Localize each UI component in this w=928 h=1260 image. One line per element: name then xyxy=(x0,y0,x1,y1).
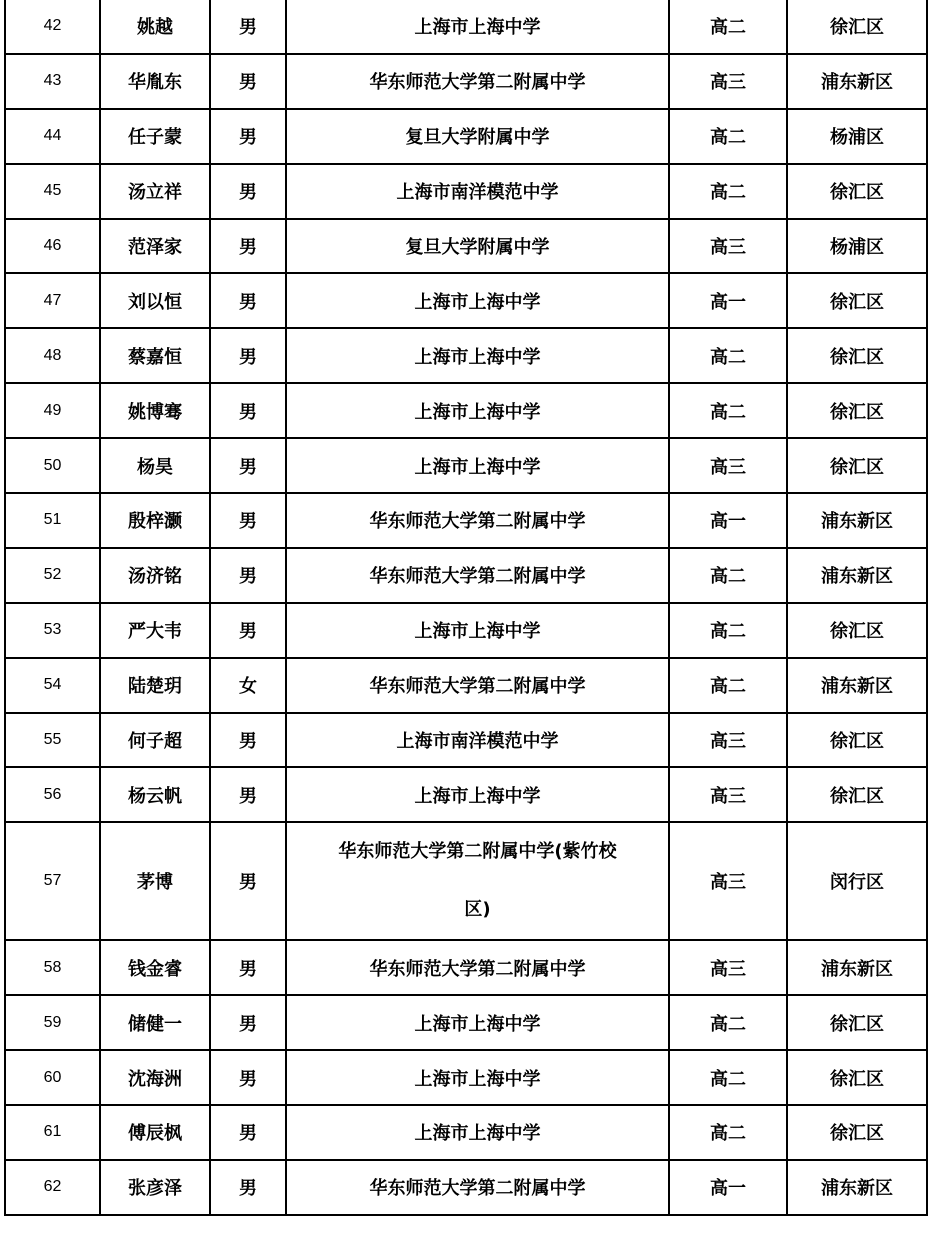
row-number-cell: 55 xyxy=(5,713,100,768)
table-row xyxy=(5,658,927,713)
row-number-cell: 62 xyxy=(5,1160,100,1215)
grade-cell: 高三 xyxy=(669,713,787,768)
row-number-cell: 54 xyxy=(5,658,100,713)
table-row xyxy=(5,109,927,164)
table-row xyxy=(5,273,927,328)
table-row xyxy=(5,0,927,54)
grade-cell: 高二 xyxy=(669,328,787,383)
row-number-cell: 51 xyxy=(5,493,100,548)
district-cell: 浦东新区 xyxy=(787,493,927,548)
row-number-cell: 46 xyxy=(5,219,100,274)
school-cell: 上海市上海中学 xyxy=(286,383,669,438)
table-row xyxy=(5,713,927,768)
table-row xyxy=(5,940,927,995)
school-cell: 华东师范大学第二附属中学 xyxy=(286,658,669,713)
school-cell: 华东师范大学第二附属中学 xyxy=(286,1160,669,1215)
row-number-cell: 42 xyxy=(5,0,100,54)
student-name-cell: 任子蒙 xyxy=(100,109,210,164)
grade-cell: 高二 xyxy=(669,995,787,1050)
gender-cell: 男 xyxy=(210,54,286,109)
row-number-cell: 49 xyxy=(5,383,100,438)
table-row xyxy=(5,219,927,274)
school-cell: 上海市上海中学 xyxy=(286,1050,669,1105)
grade-cell: 高二 xyxy=(669,109,787,164)
gender-cell: 男 xyxy=(210,328,286,383)
district-cell: 徐汇区 xyxy=(787,713,927,768)
gender-cell: 男 xyxy=(210,164,286,219)
table-row xyxy=(5,1105,927,1160)
row-number-cell: 53 xyxy=(5,603,100,658)
school-cell: 上海市上海中学 xyxy=(286,273,669,328)
grade-cell: 高三 xyxy=(669,940,787,995)
student-name-cell: 汤济铭 xyxy=(100,548,210,603)
school-cell: 华东师范大学第二附属中学(紫竹校区) xyxy=(286,822,669,940)
district-cell: 徐汇区 xyxy=(787,1105,927,1160)
gender-cell: 男 xyxy=(210,822,286,940)
table-row xyxy=(5,54,927,109)
district-cell: 徐汇区 xyxy=(787,438,927,493)
school-cell: 华东师范大学第二附属中学 xyxy=(286,548,669,603)
grade-cell: 高二 xyxy=(669,603,787,658)
district-cell: 浦东新区 xyxy=(787,658,927,713)
table-row xyxy=(5,1160,927,1215)
district-cell: 徐汇区 xyxy=(787,273,927,328)
student-name-cell: 陆楚玥 xyxy=(100,658,210,713)
student-name-cell: 殷梓灏 xyxy=(100,493,210,548)
school-cell: 上海市上海中学 xyxy=(286,0,669,54)
table-row xyxy=(5,1050,927,1105)
student-name-cell: 沈海洲 xyxy=(100,1050,210,1105)
district-cell: 杨浦区 xyxy=(787,219,927,274)
student-name-cell: 储健一 xyxy=(100,995,210,1050)
student-name-cell: 华胤东 xyxy=(100,54,210,109)
row-number-cell: 58 xyxy=(5,940,100,995)
row-number-cell: 61 xyxy=(5,1105,100,1160)
school-cell: 华东师范大学第二附属中学 xyxy=(286,493,669,548)
gender-cell: 男 xyxy=(210,940,286,995)
district-cell: 徐汇区 xyxy=(787,0,927,54)
grade-cell: 高三 xyxy=(669,767,787,822)
student-name-cell: 姚博骞 xyxy=(100,383,210,438)
row-number-cell: 43 xyxy=(5,54,100,109)
grade-cell: 高一 xyxy=(669,1160,787,1215)
grade-cell: 高二 xyxy=(669,164,787,219)
gender-cell: 男 xyxy=(210,548,286,603)
gender-cell: 男 xyxy=(210,1050,286,1105)
school-cell: 复旦大学附属中学 xyxy=(286,219,669,274)
gender-cell: 男 xyxy=(210,603,286,658)
student-name-cell: 傅辰枫 xyxy=(100,1105,210,1160)
table-row xyxy=(5,548,927,603)
gender-cell: 男 xyxy=(210,1160,286,1215)
grade-cell: 高一 xyxy=(669,493,787,548)
student-name-cell: 蔡嘉恒 xyxy=(100,328,210,383)
table-row xyxy=(5,767,927,822)
grade-cell: 高二 xyxy=(669,658,787,713)
school-cell: 上海市上海中学 xyxy=(286,603,669,658)
row-number-cell: 57 xyxy=(5,822,100,940)
student-name-cell: 姚越 xyxy=(100,0,210,54)
row-number-cell: 60 xyxy=(5,1050,100,1105)
table-row xyxy=(5,822,927,940)
table-row xyxy=(5,438,927,493)
table-row xyxy=(5,493,927,548)
grade-cell: 高三 xyxy=(669,54,787,109)
row-number-cell: 59 xyxy=(5,995,100,1050)
table-row xyxy=(5,383,927,438)
grade-cell: 高二 xyxy=(669,1050,787,1105)
student-name-cell: 刘以恒 xyxy=(100,273,210,328)
student-name-cell: 张彦泽 xyxy=(100,1160,210,1215)
student-list-table xyxy=(4,0,928,1216)
district-cell: 杨浦区 xyxy=(787,109,927,164)
student-name-cell: 杨昊 xyxy=(100,438,210,493)
row-number-cell: 47 xyxy=(5,273,100,328)
school-cell: 上海市南洋模范中学 xyxy=(286,164,669,219)
grade-cell: 高三 xyxy=(669,219,787,274)
student-name-cell: 钱金睿 xyxy=(100,940,210,995)
district-cell: 徐汇区 xyxy=(787,383,927,438)
school-cell: 华东师范大学第二附属中学 xyxy=(286,940,669,995)
school-cell: 上海市上海中学 xyxy=(286,438,669,493)
gender-cell: 男 xyxy=(210,493,286,548)
row-number-cell: 52 xyxy=(5,548,100,603)
school-cell: 上海市上海中学 xyxy=(286,995,669,1050)
district-cell: 徐汇区 xyxy=(787,328,927,383)
gender-cell: 男 xyxy=(210,383,286,438)
gender-cell: 男 xyxy=(210,438,286,493)
district-cell: 徐汇区 xyxy=(787,767,927,822)
gender-cell: 男 xyxy=(210,109,286,164)
grade-cell: 高一 xyxy=(669,273,787,328)
district-cell: 徐汇区 xyxy=(787,995,927,1050)
row-number-cell: 44 xyxy=(5,109,100,164)
grade-cell: 高三 xyxy=(669,822,787,940)
gender-cell: 男 xyxy=(210,273,286,328)
gender-cell: 男 xyxy=(210,713,286,768)
district-cell: 浦东新区 xyxy=(787,54,927,109)
district-cell: 浦东新区 xyxy=(787,940,927,995)
school-cell: 上海市上海中学 xyxy=(286,1105,669,1160)
school-cell: 上海市上海中学 xyxy=(286,767,669,822)
district-cell: 徐汇区 xyxy=(787,1050,927,1105)
school-cell: 复旦大学附属中学 xyxy=(286,109,669,164)
school-cell: 上海市上海中学 xyxy=(286,328,669,383)
gender-cell: 女 xyxy=(210,658,286,713)
gender-cell: 男 xyxy=(210,219,286,274)
row-number-cell: 45 xyxy=(5,164,100,219)
table-body xyxy=(5,0,927,1215)
student-name-cell: 严大韦 xyxy=(100,603,210,658)
gender-cell: 男 xyxy=(210,1105,286,1160)
grade-cell: 高二 xyxy=(669,383,787,438)
district-cell: 闵行区 xyxy=(787,822,927,940)
grade-cell: 高三 xyxy=(669,438,787,493)
table-row xyxy=(5,995,927,1050)
student-name-cell: 杨云帆 xyxy=(100,767,210,822)
grade-cell: 高二 xyxy=(669,0,787,54)
table-row xyxy=(5,603,927,658)
grade-cell: 高二 xyxy=(669,548,787,603)
student-name-cell: 范泽家 xyxy=(100,219,210,274)
district-cell: 徐汇区 xyxy=(787,603,927,658)
table-row xyxy=(5,328,927,383)
school-cell: 华东师范大学第二附属中学 xyxy=(286,54,669,109)
district-cell: 浦东新区 xyxy=(787,1160,927,1215)
district-cell: 浦东新区 xyxy=(787,548,927,603)
row-number-cell: 56 xyxy=(5,767,100,822)
student-name-cell: 汤立祥 xyxy=(100,164,210,219)
table-row xyxy=(5,164,927,219)
gender-cell: 男 xyxy=(210,0,286,54)
gender-cell: 男 xyxy=(210,995,286,1050)
row-number-cell: 50 xyxy=(5,438,100,493)
row-number-cell: 48 xyxy=(5,328,100,383)
school-cell: 上海市南洋模范中学 xyxy=(286,713,669,768)
grade-cell: 高二 xyxy=(669,1105,787,1160)
district-cell: 徐汇区 xyxy=(787,164,927,219)
gender-cell: 男 xyxy=(210,767,286,822)
student-name-cell: 茅博 xyxy=(100,822,210,940)
student-name-cell: 何子超 xyxy=(100,713,210,768)
